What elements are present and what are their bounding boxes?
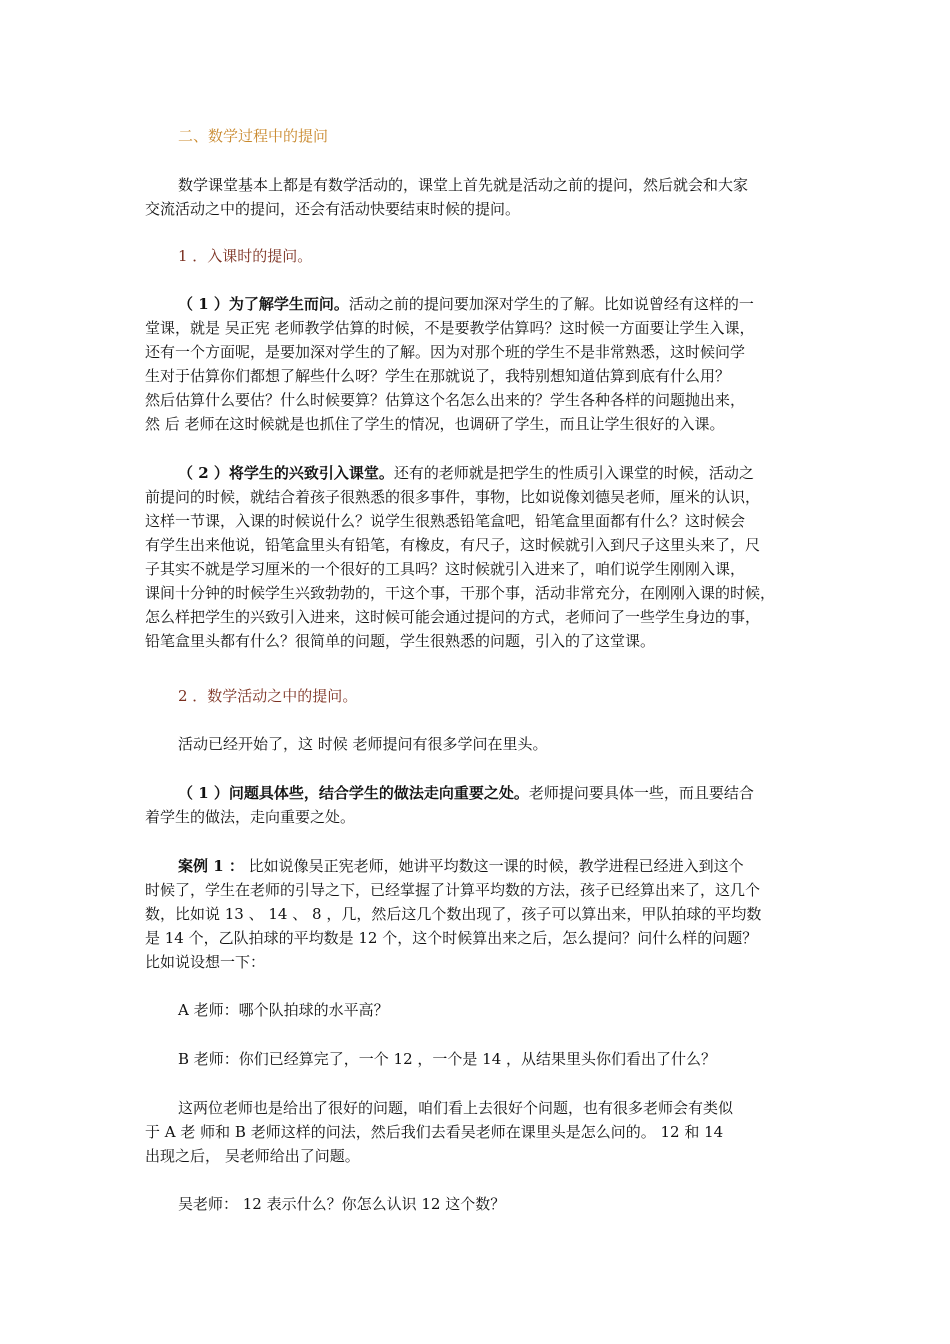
subheading-1: 1 ．入课时的提问。 (178, 247, 313, 265)
paragraph-line: 这样一节课，入课的时候说什么？说学生很熟悉铅笔盒吧，铅笔盒里面都有什么？这时候会 (145, 512, 746, 530)
paragraph-line: 活动已经开始了，这 时候 老师提问有很多学问在里头。 (178, 735, 548, 753)
paragraph-line: （ 1 ）为了解学生而问。活动之前的提问要加深对学生的了解。比如说曾经有这样的一 (178, 295, 754, 313)
paragraph-line: 堂课，就是 吴正宪 老师教学估算的时候，不是要教学估算吗？这时候一方面要让学生入课， (145, 319, 755, 337)
paragraph-line: （ 1 ）问题具体些，结合学生的做法走向重要之处。老师提问要具体一些，而且要结合 (178, 784, 754, 802)
paragraph-line: 着学生的做法，走向重要之处。 (145, 808, 356, 826)
paragraph-heading: （ 1 ）问题具体些，结合学生的做法走向重要之处。 (178, 784, 529, 802)
question-b: B 老师：你们已经算完了，一个 12 ，一个是 14 ，从结果里头你们看出了什么？ (178, 1050, 717, 1068)
paragraph-line: 是 14 个，乙队拍球的平均数是 12 个，这个时候算出来之后，怎么提问？问什么样的问题？ (145, 929, 758, 947)
paragraph-heading: （ 2 ）将学生的兴致引入课堂。 (178, 464, 394, 482)
paragraph-line: 子其实不就是学习厘米的一个很好的工具吗？这时候就引入进来了，咱们说学生刚刚入课， (145, 560, 746, 578)
question-wu: 吴老师： 12 表示什么？你怎么认识 12 这个数？ (178, 1195, 506, 1213)
paragraph-line: 时候了，学生在老师的引导之下，已经掌握了计算平均数的方法，孩子已经算出来了，这几个 (145, 881, 761, 899)
paragraph-line: 这两位老师也是给出了很好的问题，咱们看上去很好个问题，也有很多老师会有类似 (178, 1099, 734, 1117)
paragraph-line: 比如说设想一下： (145, 953, 266, 971)
intro-line: 数学课堂基本上都是有数学活动的，课堂上首先就是活动之前的提问，然后就会和大家 (178, 176, 749, 194)
paragraph-line: 课间十分钟的时候学生兴致勃勃的，干这个事，干那个事，活动非常充分，在刚刚入课的时候， (145, 584, 776, 602)
paragraph-line: 于 A 老 师和 B 老师这样的问法，然后我们去看吴老师在课里头是怎么问的。 12 和 14 (145, 1123, 724, 1141)
paragraph-line: 案例 1 ： 比如说像吴正宪老师，她讲平均数这一课的时候，教学进程已经进入到这个 (178, 857, 744, 875)
paragraph-line: 怎么样把学生的兴致引入进来，这时候可能会通过提问的方式，老师问了一些学生身边的事， (145, 608, 761, 626)
paragraph-line: 出现之后， 吴老师给出了问题。 (145, 1147, 360, 1165)
intro-line: 交流活动之中的提问，还会有活动快要结束时候的提问。 (145, 200, 521, 218)
paragraph-line: （ 2 ）将学生的兴致引入课堂。还有的老师就是把学生的性质引入课堂的时候，活动之 (178, 464, 754, 482)
paragraph-heading: （ 1 ）为了解学生而问。 (178, 295, 349, 313)
paragraph-line: 还有一个方面呢，是要加深对学生的了解。因为对那个班的学生不是非常熟悉，这时候问学 (145, 343, 746, 361)
paragraph-line: 前提问的时候，就结合着孩子很熟悉的很多事件，事物，比如说像刘德吴老师，厘米的认识， (145, 488, 761, 506)
paragraph-line: 数，比如说 13 、 14 、 8 ，几，然后这几个数出现了，孩子可以算出来，甲队拍球的平均数 (145, 905, 762, 923)
paragraph-line: 然后估算什么要估？什么时候要算？估算这个名怎么出来的？学生各种各样的问题抛出来， (145, 391, 746, 409)
subheading-2: 2 ．数学活动之中的提问。 (178, 687, 358, 705)
paragraph-line: 生对于估算你们都想了解些什么呀？学生在那就说了，我特别想知道估算到底有什么用？ (145, 367, 731, 385)
case-label: 案例 1 ： (178, 857, 244, 875)
question-a: A 老师：哪个队拍球的水平高？ (178, 1001, 389, 1019)
paragraph-line: 有学生出来他说，铅笔盒里头有铅笔，有橡皮，有尺子，这时候就引入到尺子这里头来了，尺 (145, 536, 761, 554)
section-title: 二、数学过程中的提问 (178, 127, 329, 145)
paragraph-line: 铅笔盒里头都有什么？很简单的问题，学生很熟悉的问题，引入的了这堂课。 (145, 632, 656, 650)
paragraph-line: 然 后 老师在这时候就是也抓住了学生的情况，也调研了学生，而且让学生很好的入课。 (145, 415, 725, 433)
